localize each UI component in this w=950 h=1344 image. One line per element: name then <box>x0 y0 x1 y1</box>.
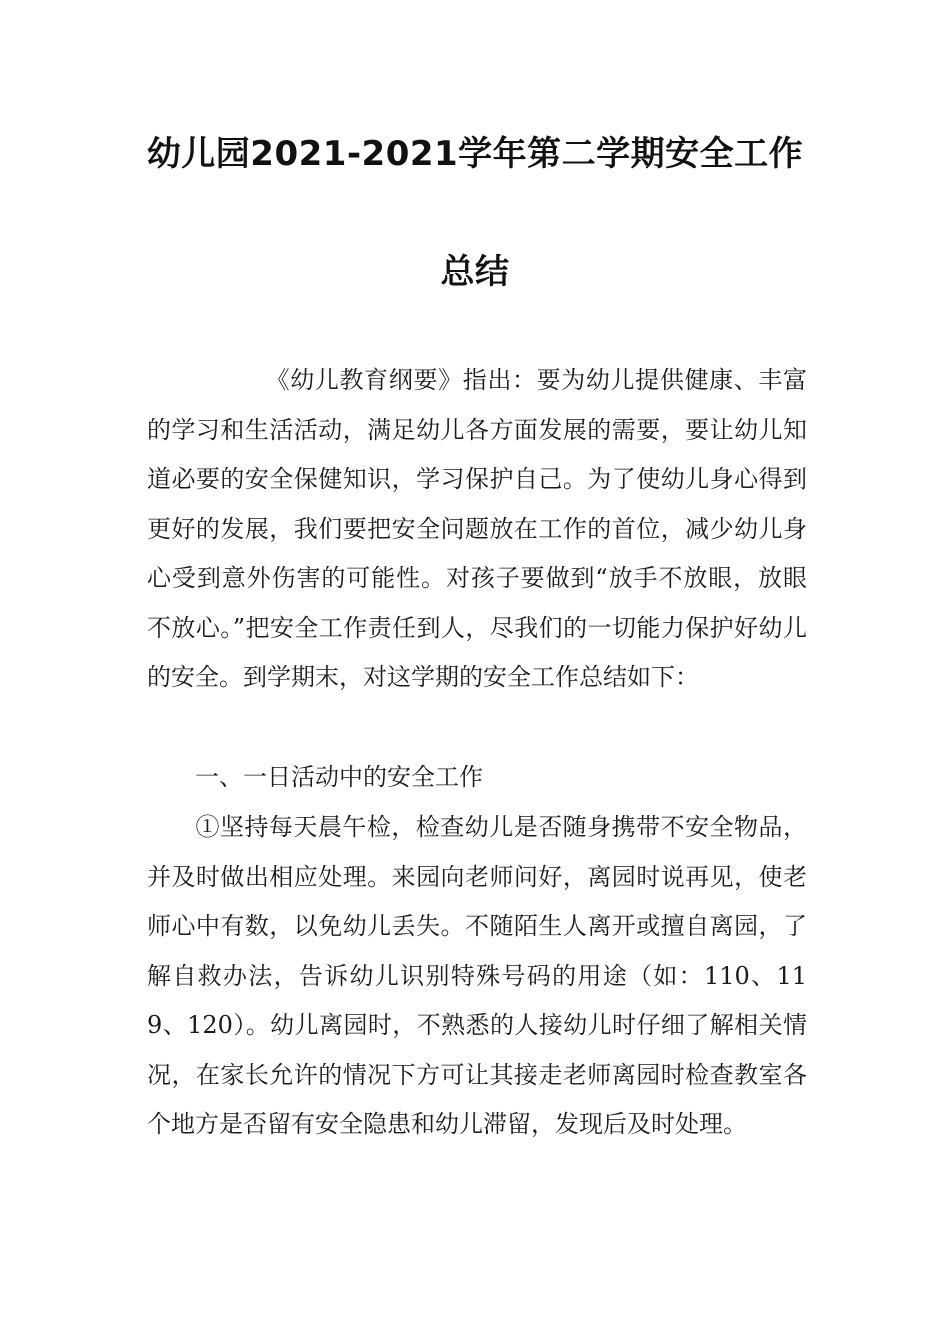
intro-paragraph <box>147 356 807 703</box>
section-heading-text: 一、一日活动中的安全工作 <box>195 763 483 791</box>
document-title-line-2: 总结 <box>440 252 510 292</box>
document-title-line-1: 幼儿园2021-2021学年第二学期安全工作 <box>146 134 804 174</box>
section-heading <box>147 753 807 803</box>
intro-paragraph-text: 《幼儿教育纲要》指出：要为幼儿提供健康、丰富的学习和生活活动，满足幼儿各方面发展的需要，要让幼儿知道必要的安全保健知识，学习保护自己。为了使幼儿身心得到更好的发展，我们要把安全问题放在工作的首位，减少幼儿身心受到意外伤害的可能性。对孩子要做到“放手不放眼，放眼不放心。”把安全工作责任到人，尽我们的一切能力保护好幼儿的安全。到学期末，对这学期的安全工作总结如下： <box>147 366 807 691</box>
section-paragraph <box>147 803 807 1150</box>
section-paragraph-text: ①坚持每天晨午检，检查幼儿是否随身携带不安全物品，并及时做出相应处理。来园向老师问好，离园时说再见，使老师心中有数，以免幼儿丢失。不随陌生人离开或擅自离园，了解自救办法，告诉幼儿识别特殊号码的用途（如：110、119、120）。幼儿离园时，不熟悉的人接幼儿时仔细了解相关情况，在家长允许的情况下方可让其接走老师离园时检查教室各个地方是否留有安全隐患和幼儿滞留，发现后及时处理。 <box>147 813 807 1138</box>
